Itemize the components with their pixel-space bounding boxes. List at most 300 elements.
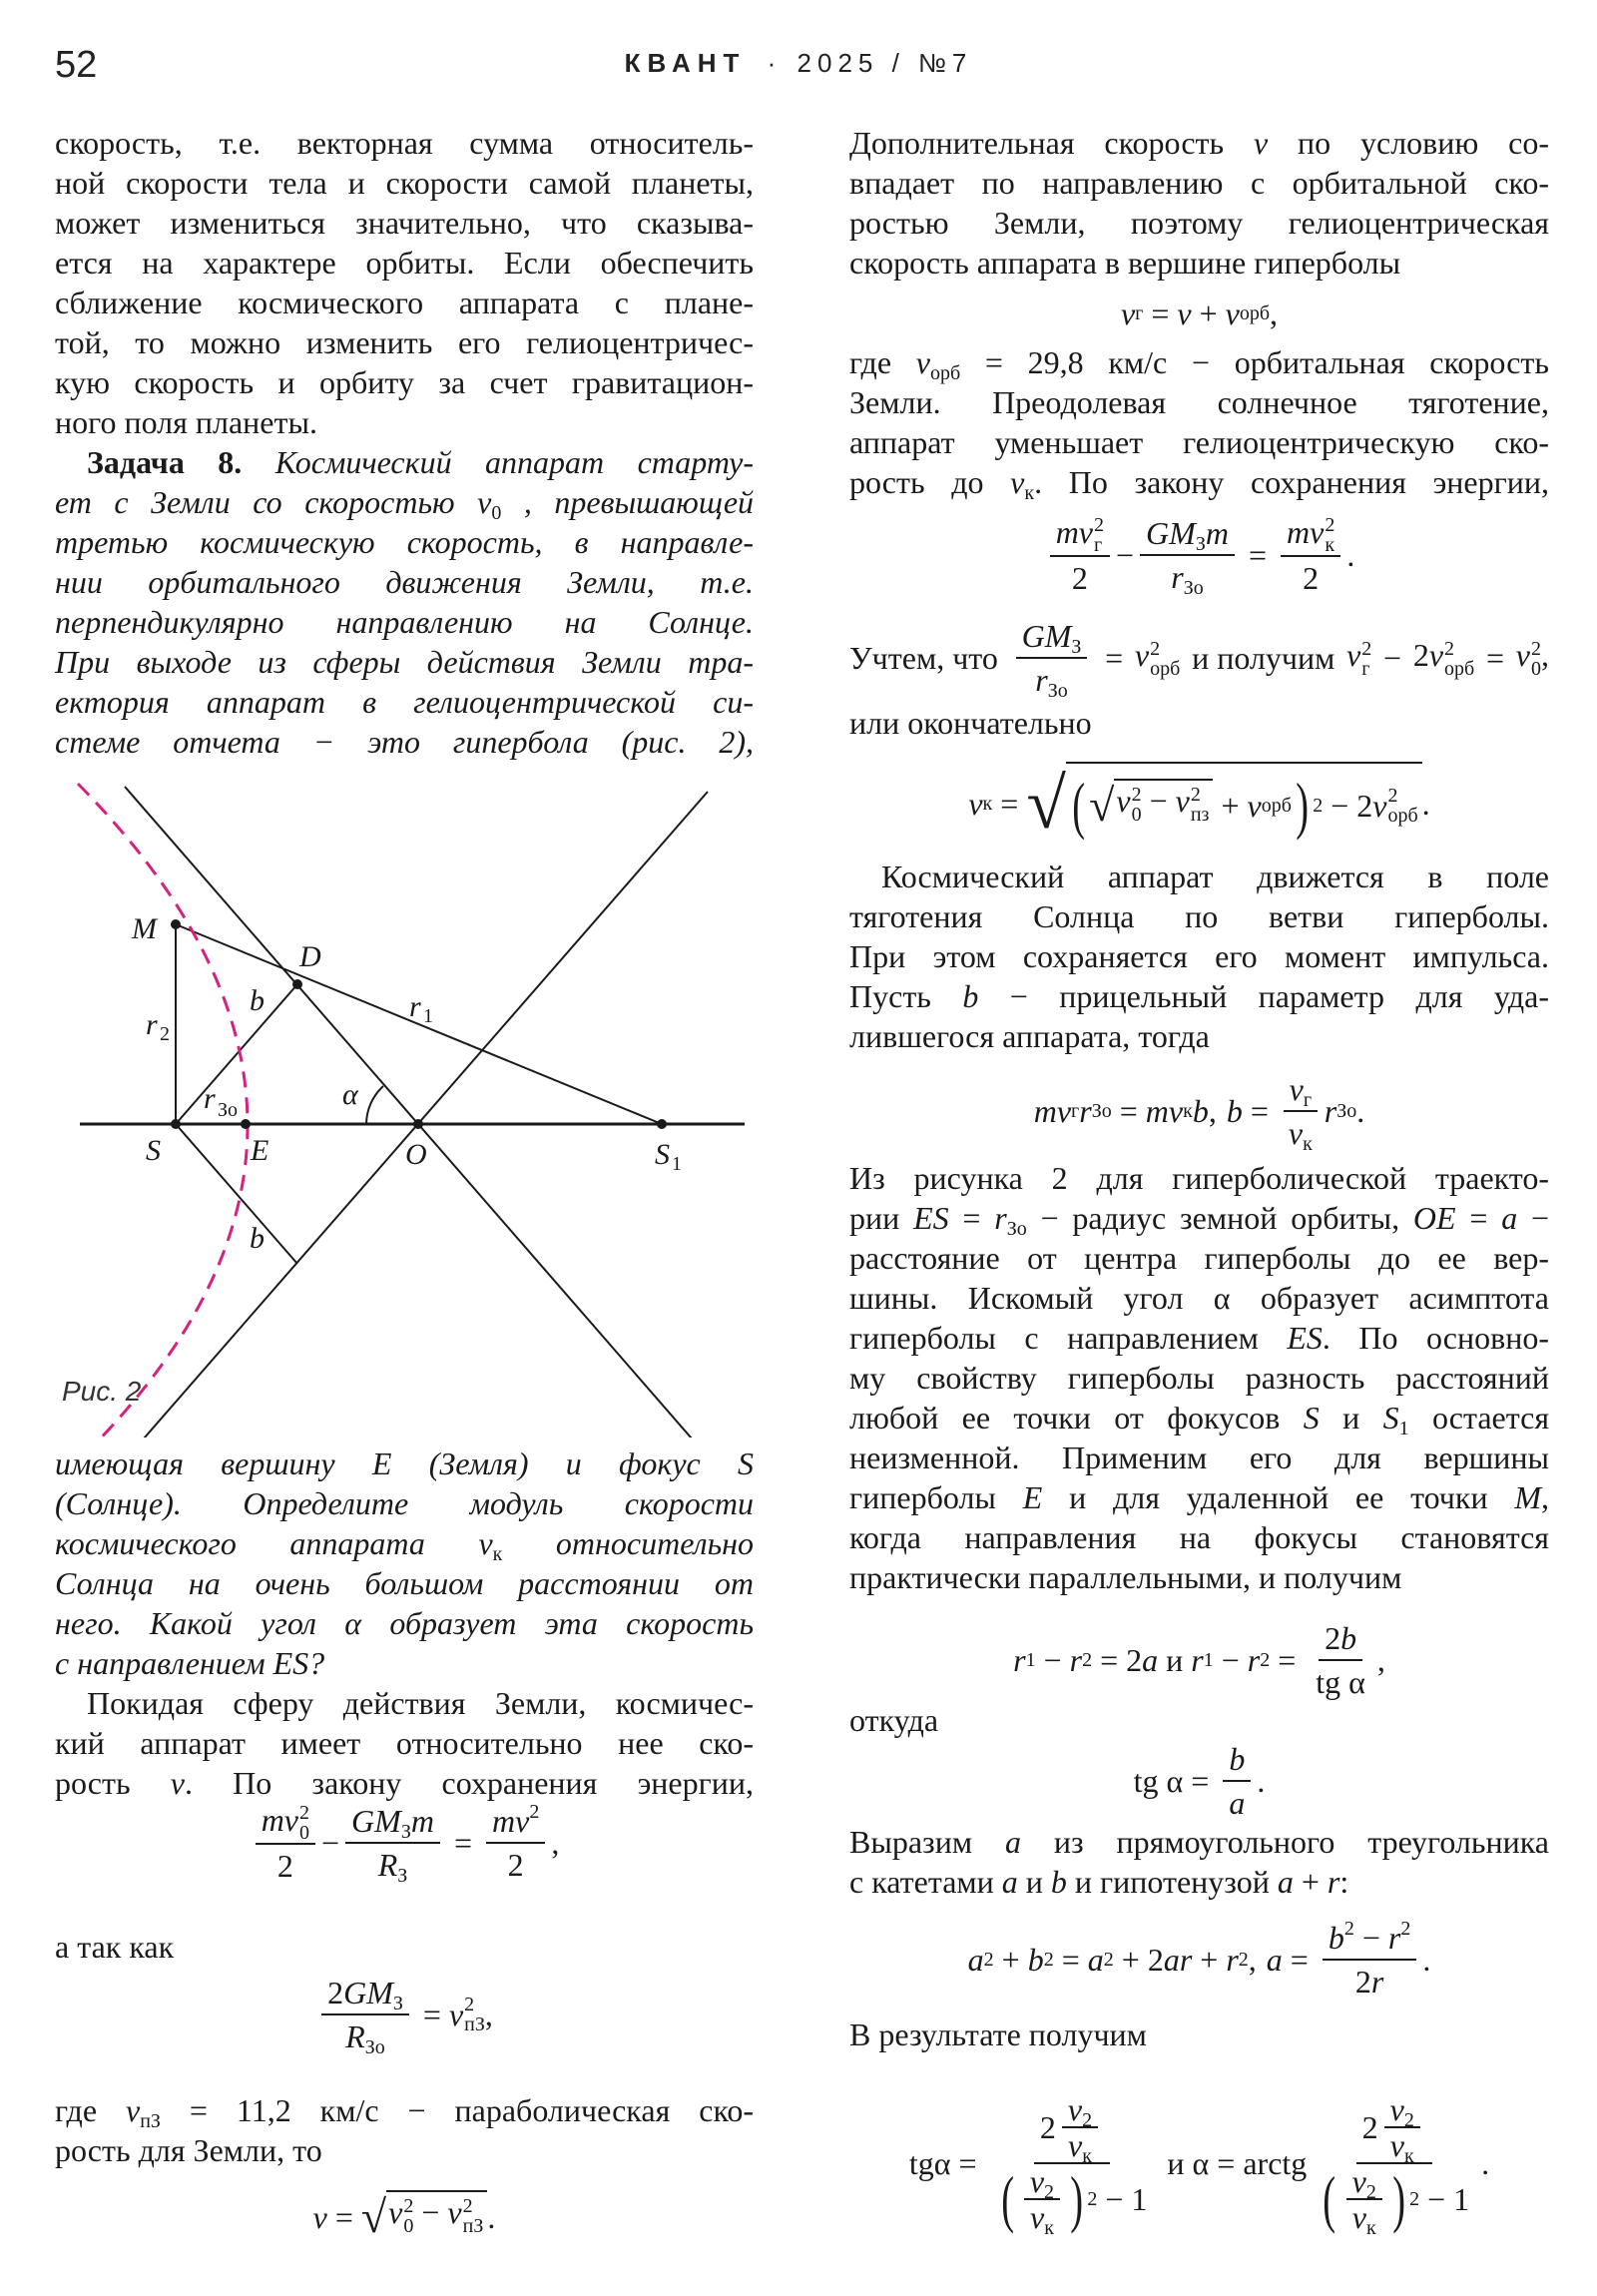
square-root: √ ( √ v 2 0 − v 2 пз + v орб ) 2 − 2 v 2 орб: [1026, 762, 1421, 846]
formula-tg-alpha: [849, 1737, 1549, 1825]
math-v: v: [125, 2092, 141, 2128]
math-eq: =: [1278, 1641, 1297, 1678]
math-eq: =: [1469, 1200, 1488, 1236]
math-v: v: [915, 344, 930, 380]
math-eq: =: [958, 2144, 977, 2181]
math-eq: =: [1250, 1092, 1269, 1129]
formula-vg: v г = v + v орб ,: [1120, 294, 1279, 331]
math-a: a: [1142, 1641, 1159, 1678]
fraction: [486, 1800, 545, 1886]
text-line: стеме отчета − это гипербола (рис. 2),: [55, 724, 754, 760]
problem-statement: [55, 442, 754, 762]
math-G: G: [351, 1803, 375, 1839]
text: Дополнительная скорость: [849, 125, 1254, 161]
math-r: r: [1226, 1941, 1239, 1978]
math-sub: З: [397, 1865, 408, 1887]
math-ES: ES: [913, 1200, 949, 1236]
math-v: v: [1168, 1092, 1184, 1129]
math-v: v: [1310, 513, 1325, 550]
math-sub: г: [1094, 534, 1103, 557]
math-alpha: α: [933, 2144, 951, 2181]
formula-pythagoras: a 2 + b 2 = a 2 + 2 a r + r 2 , a = $\frac{b^2 - r^2}{2r}$ .: [849, 1915, 1549, 2005]
math-a: a: [1163, 1941, 1180, 1978]
math-dot: .: [1422, 1941, 1431, 1978]
text: из прямоугольного треугольника: [1053, 1824, 1550, 1860]
math-v: v: [1134, 637, 1150, 674]
text-line: [55, 2090, 754, 2130]
label-rZo: r: [204, 1082, 216, 1115]
math-eq: =: [422, 1996, 441, 2032]
math-dot: .: [1346, 536, 1355, 573]
text: где: [55, 2092, 126, 2128]
math-2: 2: [1147, 1941, 1164, 1978]
math-v: v: [1389, 2091, 1404, 2127]
text-line: ной скорости тела и скорости самой планеты,: [55, 165, 754, 201]
math-a: a: [1277, 1864, 1294, 1900]
text: и: [1342, 1400, 1360, 1435]
math-alpha: α: [1348, 1664, 1365, 1700]
math-minus: −: [1105, 2181, 1124, 2217]
math-r: r: [1179, 1941, 1193, 1978]
math-E: E: [1022, 1479, 1043, 1515]
math-sup: 2: [403, 2194, 414, 2217]
problem-continued: [55, 1443, 754, 1803]
math-sub: к: [1325, 534, 1335, 557]
label-alpha: α: [342, 1078, 358, 1111]
math-v: v: [1346, 637, 1361, 674]
formula-momentum: m v г r Зо = m v к b , b = $\frac{v_г}{v_к}$ r Зо .: [849, 1066, 1549, 1156]
text-line: когда направления на фокусы становятся: [849, 1519, 1549, 1555]
math-2: 2: [327, 1975, 344, 2010]
math-sup: 2: [1387, 785, 1398, 807]
text-line: Покидая сферу действия Земли, космичес-: [87, 1685, 754, 1721]
math-eq: =: [1119, 1092, 1138, 1129]
magazine-title: КВАНТ: [624, 48, 747, 78]
text: , превышающей: [523, 484, 755, 520]
math-r: r: [1035, 662, 1048, 698]
math-comma: ,: [1248, 1941, 1257, 1978]
text: рость: [55, 1765, 171, 1801]
math-v: v: [478, 1525, 493, 1561]
math-v: v: [447, 2194, 462, 2230]
text-line: Космический аппарат движется в поле: [881, 859, 1549, 894]
text-line: [849, 1862, 1549, 1902]
fraction: [1310, 1617, 1371, 1703]
math-sub: 1: [1398, 1418, 1409, 1439]
math-tg: tg: [1316, 1664, 1341, 1700]
text-line: имеющая вершину E (Земля) и фокус S: [55, 1445, 754, 1481]
math-v: v: [1175, 783, 1190, 819]
point-S1: [657, 1119, 667, 1129]
math-minus: −: [1427, 2181, 1446, 2217]
math-sub: 2: [1044, 2181, 1055, 2203]
text-line: может измениться значительно, что сказыва-: [55, 205, 754, 241]
math-ES: ES: [1287, 1320, 1323, 1356]
math-sup: 2: [1150, 637, 1161, 660]
text: гиперболы с направлением: [849, 1320, 1288, 1356]
fraction: [1016, 615, 1088, 701]
figure-caption: Рис. 2: [62, 1376, 142, 1407]
text: гиперболы: [849, 1479, 1023, 1515]
math-b: b: [962, 978, 979, 1014]
math-v: v: [1010, 464, 1025, 500]
formula-energy-earth: [55, 1797, 754, 1889]
text: Выразим: [849, 1824, 1005, 1860]
text: − радиус земной орбиты,: [1040, 1200, 1400, 1236]
label-S: S: [146, 1134, 161, 1167]
math-r: r: [1327, 1864, 1340, 1900]
math-v: v: [1372, 787, 1387, 824]
text-line: кую скорость и орбиту за счет гравитацион-: [55, 364, 754, 400]
math-eq: =: [1061, 1941, 1080, 1978]
math-eq: =: [1191, 1762, 1210, 1799]
math-plus: +: [1001, 1941, 1020, 1978]
math-comma: ,: [1376, 1641, 1385, 1678]
text-line: скорость аппарата в вершине гиперболы: [849, 245, 1401, 281]
math-m: m: [261, 1801, 284, 1838]
math-v: v: [1351, 2199, 1366, 2235]
paragraph-angular-momentum: [849, 857, 1549, 1056]
text-line: [55, 1523, 754, 1563]
math-2: 2: [1325, 1620, 1341, 1656]
math-minus: −: [1149, 783, 1168, 819]
math-sub: пз: [1190, 803, 1210, 826]
math-v: v: [448, 1996, 464, 2032]
fraction: [1140, 512, 1235, 598]
text-line: При выходе из сферы действия Земли тра-: [55, 644, 754, 680]
text-line: [849, 342, 1549, 382]
math-plus: +: [1221, 787, 1240, 824]
text-line: неизменной. Применим его для вершины: [849, 1439, 1549, 1475]
math-1: 1: [1131, 2181, 1148, 2217]
math-comma: ,: [551, 1824, 560, 1861]
math-eq: =: [1151, 294, 1170, 331]
math-v: v: [1056, 1092, 1072, 1129]
text: относительно: [555, 1525, 755, 1561]
math-v: v: [1428, 637, 1444, 674]
math-r: r: [1171, 559, 1184, 595]
math-r: r: [994, 1200, 1007, 1236]
fraction: [345, 1800, 440, 1886]
math-a: a: [1501, 1200, 1518, 1236]
formula-parabolic-speed: [55, 1969, 754, 2060]
math-eq: =: [1290, 1941, 1309, 1978]
math-b: b: [1340, 1620, 1357, 1656]
math-m: m: [1145, 1092, 1169, 1129]
math-r: r: [1079, 1092, 1092, 1129]
label-r1-sub: 1: [423, 1005, 433, 1027]
math-2: 2: [1354, 1964, 1371, 2000]
math-minus: −: [421, 2194, 440, 2230]
math-b: b: [1328, 1920, 1344, 1956]
math-sup: 2: [1131, 783, 1142, 806]
math-v: v: [1067, 2091, 1083, 2127]
math-sub: 2: [1365, 2181, 1376, 2203]
math-b: b: [1192, 1092, 1209, 1129]
math-sup: 2: [1444, 637, 1455, 660]
math-eq: =: [1100, 1641, 1119, 1678]
text-line: лившегося аппарата, тогда: [849, 1018, 1210, 1054]
text-line: третью космическую скорость, в направле-: [55, 524, 754, 560]
math-a: a: [1266, 1941, 1283, 1978]
text: космического аппарата: [55, 1525, 479, 1561]
math-M: M: [1169, 515, 1196, 551]
math-v: v: [1515, 637, 1530, 674]
math-r: r: [1387, 1920, 1401, 1956]
math-v: v: [1177, 294, 1192, 331]
fraction: [321, 1972, 409, 2057]
math-b: b: [1223, 1738, 1251, 1782]
math-sub: к: [1044, 2217, 1054, 2239]
formula-v: [55, 2182, 754, 2252]
math-2: 2: [1303, 560, 1320, 597]
text-line: практически параллельными, и получим: [849, 1559, 1402, 1595]
math-b: b: [1050, 1864, 1067, 1900]
angle-arc: [366, 1086, 383, 1124]
math-dot: .: [1257, 1762, 1266, 1799]
hyperbola-diagram: [0, 759, 779, 1437]
math-sub: к: [1365, 2217, 1376, 2239]
label-b-lower: b: [250, 1222, 265, 1255]
math-G: G: [343, 1975, 367, 2010]
math-sup: 2: [464, 1994, 475, 2015]
math-paren: ): [1070, 2163, 1084, 2234]
text-line: откуда: [849, 1702, 939, 1738]
math-and: и: [1167, 2144, 1185, 2181]
formula-final-alpha: [849, 2068, 1549, 2258]
problem-label: Задача 8.: [87, 444, 243, 480]
fraction: [1281, 511, 1340, 600]
math-sub: 0: [1530, 657, 1541, 680]
math-v: v: [968, 785, 983, 822]
label-D: D: [299, 940, 321, 973]
math-a: a: [967, 1941, 984, 1978]
text-line: нии орбитального движения Земли, т.е.: [55, 564, 754, 600]
math-M: M: [374, 1803, 401, 1839]
paragraph-hyperbola-property: [849, 1158, 1549, 1597]
math-m: m: [1033, 1092, 1057, 1129]
text-line: (Солнце). Определите модуль скорости: [55, 1485, 754, 1521]
text: и для удаленной ее точки: [1069, 1479, 1515, 1515]
text-line: Из рисунка 2 для гиперболической траекто-: [849, 1160, 1549, 1196]
radical-sign: √: [360, 2191, 387, 2242]
label-r2-sub: 2: [160, 1023, 170, 1045]
math-G: G: [1146, 515, 1170, 551]
text: любой ее точки от фокусов: [849, 1400, 1304, 1435]
math-sub: пЗ: [140, 2110, 161, 2132]
math-r: r: [1370, 1964, 1384, 2000]
point-D: [292, 979, 302, 989]
math-R: R: [377, 1847, 398, 1883]
math-sup: 2: [1094, 514, 1104, 537]
text-line: [849, 976, 1549, 1016]
issue-number: 2025 / №7: [797, 48, 973, 78]
math-sub: орб: [1150, 657, 1181, 680]
math-r: r: [1069, 1641, 1083, 1678]
text: . По закону сохранения энергии,: [1034, 464, 1550, 500]
math-v: v: [1289, 1071, 1304, 1107]
line-considering: [849, 613, 1549, 703]
math-eq: =: [962, 1200, 981, 1236]
math-eq: =: [1217, 2144, 1236, 2181]
text-line: [849, 123, 1549, 163]
math-sub: г: [1303, 1089, 1313, 1111]
math-r: r: [1247, 1641, 1261, 1678]
math-minus: −: [1361, 1920, 1380, 1956]
text: ет с Земли со скоростью: [55, 484, 478, 520]
math-minus: −: [321, 1824, 340, 1861]
math-sub: 0: [299, 1822, 309, 1845]
label-S1: S: [655, 1138, 670, 1171]
text-line: а так как: [55, 1929, 175, 1965]
paragraph-orbital-speed: [849, 342, 1549, 502]
math-sup: 2: [1325, 514, 1335, 537]
paragraph-where: [55, 2090, 754, 2170]
label-O: O: [405, 1138, 427, 1171]
label-M: M: [132, 912, 157, 945]
label-E: E: [251, 1134, 269, 1167]
point-E: [241, 1119, 251, 1129]
math-sub: к: [1303, 1133, 1313, 1155]
math-sup: 2: [1343, 1918, 1354, 1940]
math-v: v: [1116, 783, 1131, 819]
text: и получим: [1192, 639, 1335, 676]
math-a: a: [1004, 1824, 1021, 1860]
math-2: 2: [1412, 637, 1429, 674]
math-sup: 2: [1530, 637, 1541, 660]
math-alpha: α: [1166, 1762, 1184, 1799]
segment-r1: [176, 924, 662, 1124]
text-result: [849, 2014, 1549, 2054]
text-line: [55, 442, 754, 482]
math-v: v: [1351, 2163, 1366, 2199]
math-sup: 2: [1361, 637, 1372, 660]
math-G: G: [1021, 618, 1045, 654]
text-line: или окончательно: [849, 705, 1092, 741]
text-line: [849, 1822, 1549, 1862]
math-dot: .: [1481, 2144, 1490, 2181]
math-minus: −: [1331, 787, 1349, 824]
text: = 29,8 км/с − орбитальная скорость: [984, 344, 1549, 380]
math-sub: орб: [1387, 805, 1418, 827]
math-a: a: [1087, 1941, 1104, 1978]
square-root: [1089, 779, 1213, 833]
math-sub: 0: [1131, 803, 1142, 826]
math-v: v: [1389, 2127, 1404, 2163]
text: с катетами: [849, 1864, 1002, 1900]
math-v: v: [1029, 2199, 1045, 2235]
math-v: v: [170, 1765, 185, 1801]
math-comma: ,: [1540, 637, 1549, 674]
text: и гипотенузой: [1074, 1864, 1278, 1900]
radical-sign: √: [1089, 780, 1115, 831]
math-alpha: α: [1192, 2144, 1210, 2181]
math-paren: ): [1296, 770, 1309, 841]
math-S: S: [1382, 1400, 1399, 1435]
math-M: M: [1514, 1479, 1542, 1515]
paragraph-express-a: [849, 1822, 1549, 1902]
paragraph-additional-speed: [849, 123, 1549, 283]
math-eq: =: [1248, 536, 1267, 573]
text-also: [55, 1927, 754, 1967]
math-sub: З: [392, 1993, 403, 2014]
radical-sign: √: [1026, 764, 1066, 844]
math-comma: ,: [1270, 294, 1279, 331]
math-v: v: [1247, 787, 1262, 824]
math-paren: (: [1323, 2163, 1336, 2234]
text-line: [55, 482, 754, 522]
math-and: и: [1166, 1641, 1184, 1678]
text: и: [1025, 1864, 1051, 1900]
text: рость до: [849, 464, 1011, 500]
math-v: v: [1078, 513, 1093, 550]
math-sub: г: [1361, 657, 1370, 680]
text-line: [849, 1398, 1549, 1437]
math-sup: 2: [1190, 783, 1201, 806]
math-sub: к: [1024, 482, 1035, 504]
math-dot: .: [1356, 1092, 1365, 1129]
text-line: [849, 1198, 1549, 1238]
text: Космический аппарат старту-: [274, 444, 755, 480]
text: . По закону сохранения энергии,: [184, 1765, 755, 1801]
text-line: рость для Земли, то: [55, 2132, 322, 2168]
fraction: [1283, 1068, 1319, 1154]
math-M: M: [366, 1975, 393, 2010]
math-m: m: [1287, 513, 1311, 550]
math-eq: =: [453, 1824, 472, 1861]
math-minus: −: [1221, 1641, 1240, 1678]
text-line: него. Какой угол α образует эта скорость: [55, 1605, 754, 1641]
text: ,: [1541, 1479, 1550, 1515]
header-separator: ·: [767, 48, 777, 78]
math-2: 2: [1071, 560, 1088, 597]
point-M: [171, 919, 181, 929]
text-line: [849, 1318, 1549, 1358]
label-S1-sub: 1: [672, 1153, 682, 1175]
text: Учтем, что: [849, 639, 998, 676]
running-header: [0, 48, 1597, 79]
math-v: v: [477, 484, 492, 520]
text: −: [1531, 1200, 1550, 1236]
formula-vk: v к = √ ( √ v 2 0 − v 2 пз + v орб ) 2 − 2 v 2 орб .: [968, 764, 1430, 844]
math-minus: −: [1116, 536, 1135, 573]
text-line: ется на характере орбиты. Если обеспечить: [55, 245, 754, 281]
math-sup: 2: [1400, 1918, 1411, 1940]
text: − прицельный параметр для уда-: [1009, 978, 1549, 1014]
text-line: ектория аппарат в гелиоцентрической си-: [55, 684, 754, 720]
text: = 11,2 км/с − параболическая ско-: [189, 2092, 755, 2128]
text-line: При этом сохраняется его момент импульса.: [849, 938, 1549, 974]
fraction: [1050, 511, 1110, 600]
math-paren: (: [1072, 770, 1085, 841]
text-finally: [849, 703, 1549, 743]
text-line: му свойству гиперболы разность расстояний: [849, 1360, 1549, 1396]
text: . По основно-: [1322, 1320, 1549, 1356]
math-m: m: [492, 1803, 516, 1839]
fraction: [1223, 1738, 1251, 1824]
math-eq: =: [1485, 639, 1505, 676]
fraction: 2 $\frac{v_2}{v_к}$ ( $\frac{v_2}{v_к}$ ) 2 − 1: [1323, 2091, 1470, 2239]
math-eq: =: [1000, 785, 1019, 822]
text-line: скорость, т.е. векторная сумма относитель-: [55, 125, 754, 161]
text-line: сближение космического аппарата с плане-: [55, 285, 754, 320]
math-v: v: [283, 1801, 298, 1838]
math-v: v: [388, 2194, 403, 2230]
math-plus: +: [1199, 294, 1218, 331]
math-v: v: [1068, 2127, 1083, 2163]
math-1: 1: [1453, 2181, 1470, 2217]
math-sub: пЗ: [462, 2214, 484, 2237]
